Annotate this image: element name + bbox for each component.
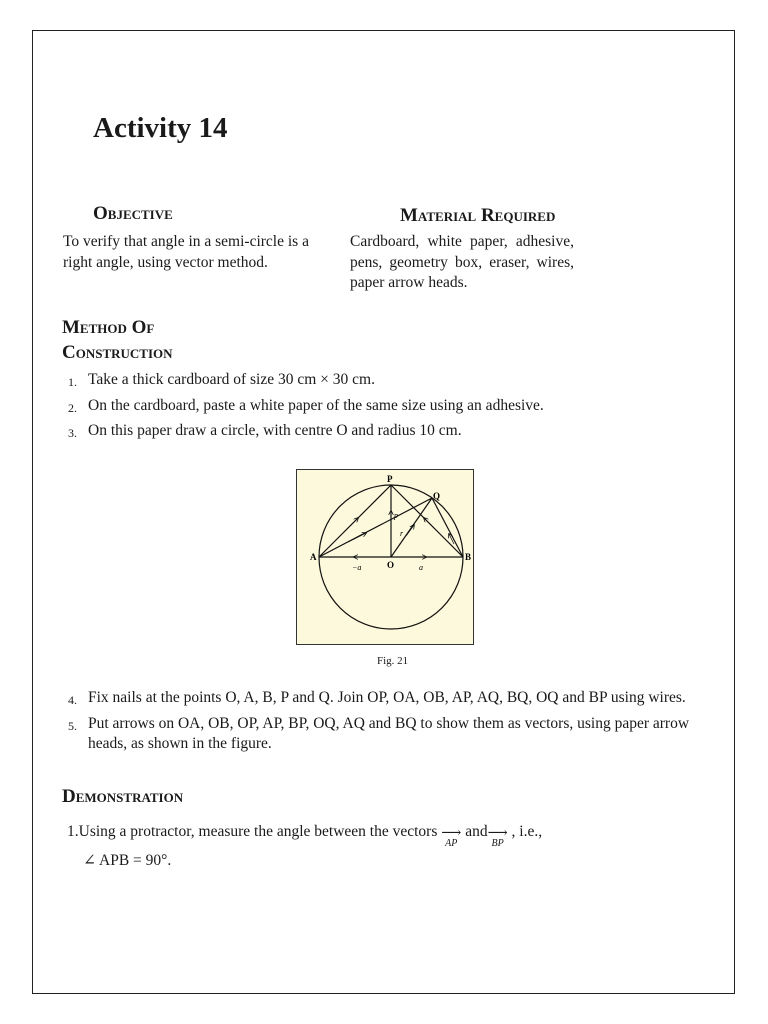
demo-text-after: , i.e., (511, 823, 543, 840)
vector-BP-label: BP (491, 838, 504, 849)
material-heading: Material Required (400, 205, 556, 226)
objective-heading: Objective (93, 203, 173, 224)
construction-steps-1 (62, 370, 702, 447)
step-text: On this paper draw a circle, with centre O and radius 10 cm. (88, 422, 462, 439)
figure-caption: Fig. 21 (377, 655, 409, 667)
step-text: Fix nails at the points O, A, B, P and Q. Join OP, OA, OB, AP, AQ, BQ, OQ and BP using wires. (88, 689, 686, 706)
vector-arrow-icon: ⟶ (487, 826, 508, 841)
label-r: r (400, 529, 404, 538)
method-heading (62, 315, 262, 365)
material-text: Cardboard, white paper, adhesive, pens, geometry box, eraser, wires, paper arrow heads. (350, 233, 574, 291)
step-number: 2. (68, 400, 77, 415)
step-item (62, 714, 702, 755)
construction-steps-2 (62, 688, 702, 758)
step-number: 3. (68, 426, 77, 440)
figure-semicircle-diagram (296, 469, 474, 645)
objective-text: To verify that angle in a semi-circle is a right angle, using vector method. (63, 233, 309, 271)
label-B: B (465, 552, 472, 562)
step-number: 1. (68, 375, 77, 389)
demonstration-heading: Demonstration (62, 786, 184, 807)
label-P: P (387, 474, 393, 484)
step-number: 5. (68, 718, 77, 733)
step-text: On the cardboard, paste a white paper of the same size using an adhesive. (88, 396, 544, 414)
demo-step-number: 1. (67, 823, 79, 840)
step-item (62, 370, 702, 393)
method-heading-line1: Method Of (62, 317, 155, 338)
label-a: a (419, 563, 423, 572)
vector-BP (487, 826, 508, 849)
demo-and: and (465, 823, 488, 840)
vector-AP-label: AP (445, 838, 458, 849)
vector-arrow-icon: ⟶ (441, 826, 462, 841)
demonstration-step (67, 822, 542, 849)
label-A: A (310, 552, 317, 562)
step-text: Put arrows on OA, OB, OP, AP, BP, OQ, AQ and BQ to show them as vectors, using paper arrow heads, as shown in the figure. (88, 714, 690, 752)
angle-result: ∠ APB = 90°. (83, 852, 172, 869)
label-neg-a: −a (352, 563, 362, 572)
step-item (62, 421, 702, 444)
step-number: 4. (68, 693, 77, 707)
step-item (62, 396, 702, 419)
method-heading-line2: Construction (62, 342, 173, 363)
step-item (62, 688, 702, 711)
label-p: p (394, 511, 398, 520)
demo-text-before: Using a protractor, measure the angle between the vectors (78, 823, 438, 840)
step-text: Take a thick cardboard of size 30 cm × 30 cm. (88, 371, 375, 388)
page-title: Activity 14 (93, 112, 228, 144)
label-O: O (387, 560, 395, 570)
vector-AP (441, 826, 462, 849)
label-Q: Q (433, 491, 441, 501)
